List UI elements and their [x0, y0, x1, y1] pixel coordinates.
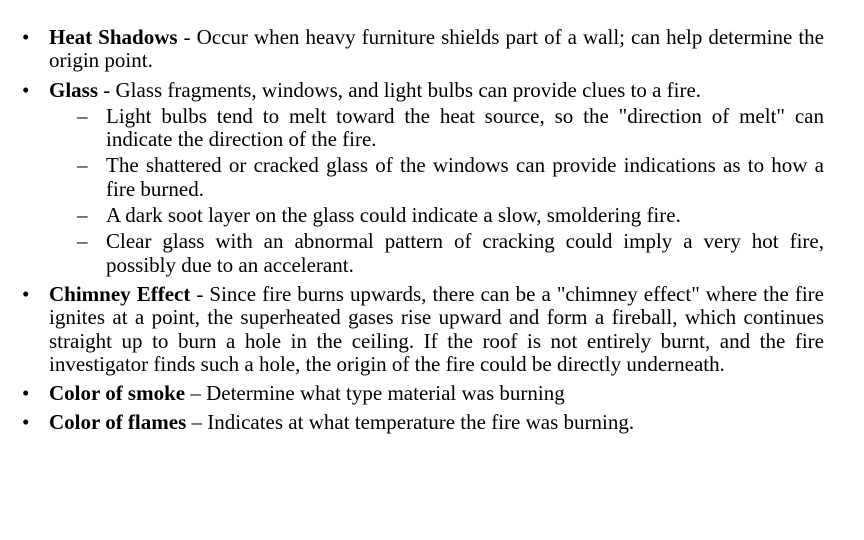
bullet-term: Heat Shadows: [49, 25, 178, 49]
bullet-marker: •: [22, 381, 30, 406]
sub-bullet-soot-layer: [49, 204, 824, 227]
bullet-separator: -: [98, 77, 116, 102]
bullet-separator: -: [177, 25, 197, 49]
bullet-heat-shadows: [22, 26, 824, 73]
bullet-color-of-smoke: [22, 382, 824, 405]
sub-bullet-marker: –: [77, 229, 88, 254]
bullet-term: Color of smoke: [49, 381, 186, 406]
bullet-marker: •: [22, 25, 30, 49]
bullet-marker: •: [22, 77, 30, 102]
bullet-color-of-flames: [22, 411, 824, 434]
bullet-separator: -: [190, 281, 210, 306]
bullet-glass: [22, 79, 824, 277]
bullet-text: Determine what type material was burning: [206, 381, 565, 406]
bullet-term: Color of flames: [49, 410, 187, 435]
bullet-text: Glass fragments, windows, and light bulbs can provide clues to a fire.: [115, 77, 702, 102]
sub-bullet-light-bulbs: [49, 105, 824, 152]
sub-bullet-marker: –: [77, 203, 88, 228]
bullet-term: Glass: [49, 77, 99, 102]
bullet-text: Indicates at what temperature the fire was burning.: [207, 410, 635, 435]
bullet-list: [22, 26, 824, 441]
bullet-marker: •: [22, 410, 30, 435]
bullet-term: Chimney Effect: [49, 281, 191, 306]
bullet-separator: –: [186, 410, 208, 435]
sub-bullet-marker: –: [77, 103, 88, 128]
sub-bullet-shattered-glass: [49, 154, 824, 201]
sub-bullet-clear-glass: [49, 230, 824, 277]
sub-bullet-marker: –: [77, 153, 88, 178]
sub-bullet-text: Light bulbs tend to melt toward the heat source, so the "direction of melt" can indicate the direction of the fire.: [106, 103, 824, 152]
bullet-text: Occur when heavy furniture shields part of a wall; can help determine the origin point.: [49, 25, 824, 73]
bullet-separator: –: [185, 381, 207, 406]
sub-bullet-text: The shattered or cracked glass of the windows can provide indications as to how a fire burned.: [106, 153, 824, 201]
glass-sub-list: [49, 105, 824, 277]
bullet-text: Since fire burns upwards, there can be a "chimney effect" where the fire ignites at a point, the superheated gases rise upward and form a fireball, which continues straight up to burn a hole in the ceiling. If the roof is not entirely burnt, and the fire investigator finds such a hole, the origin of the fire could be directly underneath.: [49, 281, 824, 376]
sub-bullet-text: Clear glass with an abnormal pattern of cracking could imply a very hot fire, possibly due to an accelerant.: [106, 229, 824, 277]
sub-bullet-text: A dark soot layer on the glass could indicate a slow, smoldering fire.: [106, 203, 681, 228]
bullet-chimney-effect: [22, 283, 824, 376]
bullet-marker: •: [22, 281, 30, 306]
